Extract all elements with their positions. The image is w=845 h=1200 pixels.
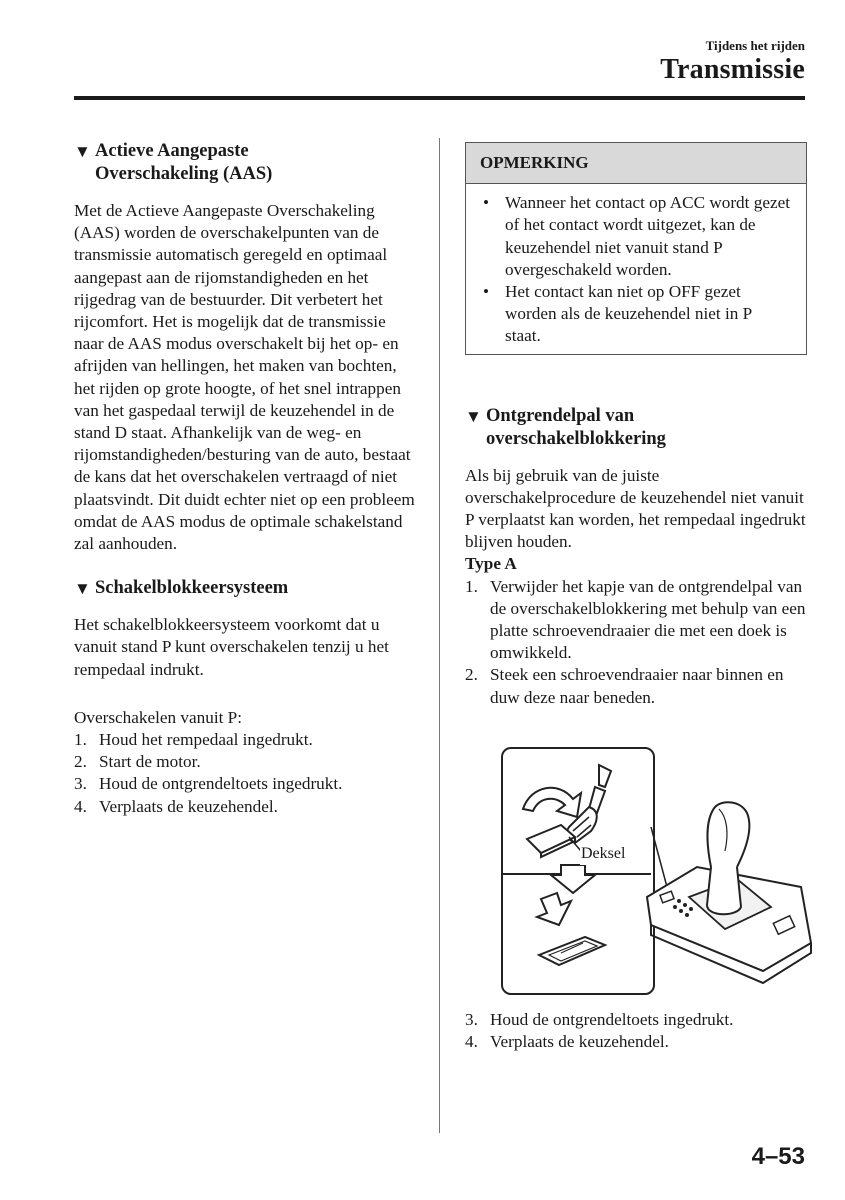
list-item [480,192,790,281]
shift-lock-body: Het schakelblokkeersysteem voorkomt dat u vanuit stand P kunt overschakelen tenzij u het rempedaal indrukt. [74,615,389,679]
step-number: 1. [74,730,87,750]
list-item [480,281,790,348]
type-a-subheading: Type A [465,554,517,574]
push-arrow-icon [537,893,571,925]
running-header-section: Tijdens het rijden [705,38,805,53]
note-bullet-text: Het contact kan niet op OFF gezet worden als de keuzehendel niet in P staat. [505,282,752,346]
triangle-icon: ▼ [74,579,91,599]
step-number: 2. [465,665,478,685]
note-box [465,142,807,355]
list-item [74,751,419,773]
step-text: Houd de ontgrendeltoets ingedrukt. [99,774,343,794]
gear-lever-icon [707,861,741,914]
shift-lock-intro: Overschakelen vanuit P: [74,707,243,727]
override-steps [465,576,807,709]
note-title: OPMERKING [466,143,806,184]
list-item [74,773,419,795]
step-number: 1. [465,576,478,596]
step-text: Verplaats de keuzehendel. [490,1032,669,1052]
aas-heading [74,140,419,186]
override-body: Als bij gebruik van de juiste overschakelprocedure de keuzehendel niet vanuit P verplaatst kan worden, het rempedaal ingedrukt blijven houden. [465,465,806,552]
curved-arrow-icon [523,788,581,817]
step-text: Houd de ontgrendeltoets ingedrukt. [490,1009,734,1029]
shift-lock-heading [74,577,419,600]
right-column [465,140,807,1053]
list-item [465,1009,807,1031]
override-heading-text: Ontgrendelpal van overschakelblokkering [486,405,666,449]
bullet-icon: • [483,282,490,302]
release-slot-icon [539,937,605,965]
step-text: Steek een schroevendraaier naar binnen en duw deze naar beneden. [490,665,784,707]
step-number: 2. [74,752,87,772]
page-title: Transmissie [660,54,805,85]
step-text: Houd het rempedaal ingedrukt. [99,730,313,750]
step-number: 4. [465,1032,478,1052]
screwdriver-icon [599,765,611,787]
step-number: 3. [465,1009,478,1029]
note-body [466,184,806,353]
shift-lock-release-illustration [501,747,821,997]
aas-heading-text: Actieve Aangepaste Overschakeling (AAS) [95,141,273,184]
list-item [465,1031,807,1053]
illustration-drawing [501,747,821,997]
page-number: 4–53 [751,1143,805,1170]
triangle-icon: ▼ [74,142,91,161]
column-divider [439,138,440,1133]
step-text: Start de motor. [99,752,201,772]
list-item [465,576,807,665]
cap-label: Deksel [580,843,626,865]
note-bullet-text: Wanneer het contact op ACC wordt gezet of het contact wordt uitgezet, kan de keuzehendel niet vanuit stand P overgeschakeld worden. [505,193,790,279]
header-rule [74,96,805,100]
bullet-icon: • [483,193,490,213]
shift-lock-heading-text: Schakelblokkeersysteem [95,578,289,599]
list-item [74,796,419,818]
down-arrow-icon [551,865,595,893]
step-text: Verplaats de keuzehendel. [99,796,278,816]
list-item [465,664,807,708]
list-item [74,729,419,751]
override-heading [465,405,807,451]
left-column [74,140,419,818]
step-number: 3. [74,774,87,794]
shift-lock-steps [74,729,419,818]
step-text: Verwijder het kapje van de ontgrendelpal van de overschakelblokkering met behulp van een platte schroevendraaier die met een doek is omwikkeld. [490,576,806,663]
override-steps-continued [465,1009,807,1053]
aas-body: Met de Actieve Aangepaste Overschakeling (AAS) worden de overschakelpunten van de transmissie automatisch geregeld en optimaal aangepast aan de rijomstandigheden en het rijgedrag van de bestuurder. Dit verbetert het rijcomfort. Het is mogelijk dat de transmissie naar de AAS modus overschakelt bij het op- en afrijden van hellingen, het maken van bochten, het rijden op grote hoogte, of het snel intrappen van het gaspedaal terwijl de keuzehendel in de stand D staat. Afhankelijk van de weg- en rijomstandigheden/besturing van de auto, bestaat de kans dat het overschakelen vertraagd of niet plaatsvindt. Dit duidt echter niet op een probleem omdat de AAS modus de optimale schakelstand zal aanhouden. [74,201,415,554]
step-number: 4. [74,796,87,816]
triangle-icon: ▼ [465,406,482,426]
